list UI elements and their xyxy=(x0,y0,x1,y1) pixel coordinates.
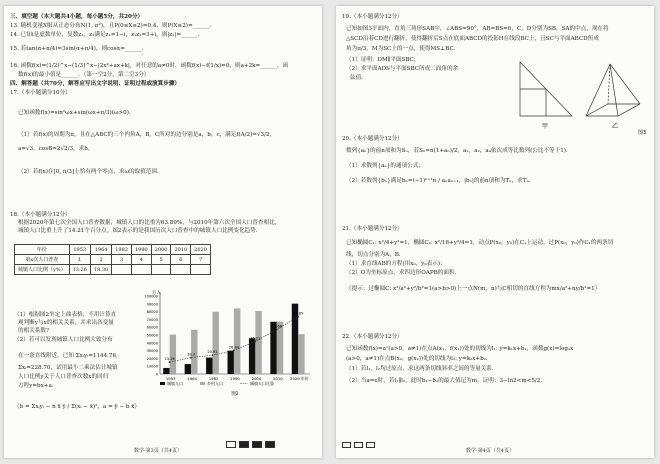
table-cell: 1964 xyxy=(90,245,111,255)
table-cell: 城镇人口比例（y%） xyxy=(15,265,70,275)
text-line: (a>0，a≠1)在点B(x₂，g(x₂))处的切线为l₂: y=k₂x+b₂. xyxy=(346,356,488,362)
text-line: 已知如图3平面内，直角三角形SAB中，∠ABS=90°，AB=BS=6，C，D分别为SB，SA的中点，现在将 xyxy=(346,26,609,32)
bar-urban xyxy=(163,368,169,374)
text-line: 数f(x)的最小值是______．（第一空2分，第二空3分） xyxy=(18,72,150,78)
x-tick-label: 1964 xyxy=(187,376,197,381)
text-line: △SCD沿着CD进行翻折，使得翻折后S点在底面ABCD的投影H在线段BC上，且SC与平面ABCD所成 xyxy=(346,36,599,42)
y-tick-label: 60000 xyxy=(146,325,158,330)
text-line: 13. 随机变量X服从正态分布N(1, σ²)，且P(0≤X≤2)=0.4，则P(X≤2)=______. xyxy=(10,23,212,29)
text-line: 15. 若tan(α+π/4)=3sin(α+π/4)，则cosα=______. xyxy=(10,46,144,52)
text-line: （1）若f(x)的周期为π，且在△ABC的三个内角A，B，C所对的边分别是a，b，c，满足f(A/2)=√3/2， xyxy=(18,132,276,138)
table-row xyxy=(15,245,211,255)
text-line: 方程y=bx+a. xyxy=(18,383,54,389)
legend-swatch-rural xyxy=(200,382,205,385)
fig-caption: 图3 xyxy=(638,130,647,136)
corner-marks-right xyxy=(342,433,378,452)
bar-rural xyxy=(170,335,176,374)
bar-urban xyxy=(228,351,234,374)
text-line: 三、填空题（本大题共4小题，每小题5分，共20分） xyxy=(10,14,144,20)
table-cell: 1 xyxy=(69,255,90,265)
legend-rural: 乡村人口 xyxy=(207,381,223,386)
text-line: 16. 函数f(x)=(1/2)^x−(1/3)^x−|2x²+ax+k|，对任意的a≠0时，函数f(x)−f(1/x)=0，则a+2k=______，函 xyxy=(10,63,289,69)
y-tick-label: 100000 xyxy=(144,294,158,299)
text-line: 在一条直线附近，已知 Σxᵢyᵢ=1144.76, xyxy=(18,353,118,359)
bar-urban xyxy=(270,322,276,374)
text-line: （2）当a=e时，若l₁∥l₂，此时b₁−b₂的最大值记为m，证明：3−ln2<m<5/2. xyxy=(346,378,543,384)
ratio-data-label: 18.3 xyxy=(187,352,196,357)
x-tick-label: 2000 xyxy=(251,376,262,381)
table-cell xyxy=(112,265,132,275)
table-cell: 7 xyxy=(191,255,211,265)
table-cell: 4 xyxy=(131,255,151,265)
ratio-data-label: 63.89 xyxy=(293,311,304,316)
table-cell: 3 xyxy=(112,255,132,265)
text-line: （1）求数列{aₙ}的通项公式； xyxy=(346,163,424,169)
legend-ratio: 城镇人口比重 xyxy=(250,381,274,386)
table-row xyxy=(15,255,211,265)
ratio-data-label: 49.68 xyxy=(271,324,282,329)
text-line: 弦值. xyxy=(350,75,363,81)
x-tick-label: 1953 xyxy=(165,376,176,381)
table-row xyxy=(15,265,211,275)
population-chart xyxy=(132,288,318,398)
table-cell: 2010 xyxy=(171,245,191,255)
table-cell xyxy=(191,265,211,275)
ratio-point xyxy=(254,341,256,343)
table-cell: 第x次人口普查 xyxy=(15,255,70,265)
ratio-data-label: 36.22 xyxy=(250,336,261,341)
chart-caption: 图2 xyxy=(231,392,239,397)
table-cell: 13.26 xyxy=(69,265,90,275)
table-cell: 5 xyxy=(151,255,171,265)
table-cell: 2 xyxy=(90,255,111,265)
text-line: 22.（本小题满分12分） xyxy=(342,334,403,340)
bar-urban xyxy=(206,358,212,374)
table-cell: 1953 xyxy=(69,245,90,255)
table-cell: 6 xyxy=(171,255,191,265)
text-line: 城镇人口比重上升了14.21个百分点。图2表示的是我国历次人口普查中的城镇人口比例变化趋势. xyxy=(18,228,258,234)
legend-swatch-urban xyxy=(160,382,165,385)
text-line: 21.（本小题满分12分） xyxy=(342,226,403,232)
population-table xyxy=(14,244,211,275)
text-line: 数列{aₙ}的前n项和为Sₙ，若Sₙ=n(1+aₙ)/2，a₁，a₂，a₄依次成等比数列(公比不等于1). xyxy=(346,148,568,154)
y-tick-label: 10000 xyxy=(146,364,158,369)
ratio-point xyxy=(190,357,192,359)
bar-rural xyxy=(234,308,240,374)
figure-3 xyxy=(514,54,650,136)
text-line: （2）O为坐标原点，求四边形OAPB的面积. xyxy=(346,270,457,276)
exam-page-4 xyxy=(336,6,654,458)
table-cell: 18.30 xyxy=(90,265,111,275)
table-cell: 年份 xyxy=(15,245,70,255)
bar-urban xyxy=(185,364,191,374)
text-line: 人口比例y关于人口普查次数x的回归 xyxy=(18,374,109,380)
text-line: 角为π/3，M为SC上的一点，使得MS⊥BC. xyxy=(346,46,456,52)
ratio-point xyxy=(212,354,214,356)
fig-label-yi: 乙 xyxy=(612,123,619,130)
text-line: 的相关系数? xyxy=(18,328,49,334)
text-line: （1）求直线AB的方程(用x₀，y₀表示)； xyxy=(346,261,446,267)
exam-page-3 xyxy=(4,6,322,458)
bar-rural xyxy=(298,334,304,374)
y-tick-label: 30000 xyxy=(146,349,158,354)
y-tick-label: 90000 xyxy=(146,302,158,307)
ratio-data-label: 26.44 xyxy=(228,345,240,350)
text-line: （2）若f(x)在[0, π/3]上恰有两个零点，求ω的取值范围. xyxy=(18,169,159,175)
legend-urban: 城镇人口 xyxy=(167,381,183,386)
table-cell: 1982 xyxy=(112,245,132,255)
bar-rural xyxy=(277,322,283,374)
table-cell xyxy=(151,265,171,275)
x-tick-label: 1990 xyxy=(230,376,240,381)
y-tick-label: 20000 xyxy=(146,356,158,361)
text-line: Σxᵢ=228.70，试用最小二乘法估计城镇 xyxy=(18,365,118,371)
text-line: 线，切点分别为A，B. xyxy=(346,252,401,258)
y-tick-label: 70000 xyxy=(146,317,158,322)
text-line: 14. 已知i是虚数单位，复数z₁，z₂满足z₁=1−i，z₁z₂=3+i，则|z₂|=______. xyxy=(10,32,200,38)
table-cell xyxy=(131,265,151,275)
text-line: （1）证明：DM∥平面SBC; xyxy=(346,57,416,63)
table-cell: 2000 xyxy=(151,245,171,255)
ratio-data-label: 13.26 xyxy=(164,357,175,362)
text-line: 根据2020年第七次全国人口普查数据，城镇人口的比重为63.89%，与2010年第六次全国人口普查相比， xyxy=(18,220,281,226)
y-tick-label: 0 xyxy=(155,372,158,377)
y-tick-label: 80000 xyxy=(146,310,158,315)
ratio-data-label: 20.91 xyxy=(207,350,218,355)
ratio-point xyxy=(276,329,278,331)
ratio-point xyxy=(233,349,235,351)
text-line: （1）根据图2坐定上曲表格，不用计算直 xyxy=(14,312,117,318)
table-cell: 1990 xyxy=(131,245,151,255)
text-line: 17.（本小题满分10分） xyxy=(10,90,71,96)
text-line: （b = Σxᵢyᵢ − n x̄ ȳ / Σ(xᵢ − x̄)²，a = ȳ − b x̄） xyxy=(14,404,141,410)
y-tick-label: 50000 xyxy=(146,333,158,338)
table-cell xyxy=(171,265,191,275)
x-tick-label: 1982 xyxy=(208,376,219,381)
text-line: （2）若可以发现城镇人口比例大致分布 xyxy=(14,337,113,343)
y-unit-label: 万人 xyxy=(152,291,161,296)
bar-rural xyxy=(213,312,219,374)
text-line: （2）若数列{bₙ}满足bₙ=(−1)ⁿ⁺¹n / aₙaₙ₊₁，|bₙ|的前n项和为Tₙ，求Tₙ. xyxy=(346,178,531,184)
text-line: 四、解答题（共70分，解答应写出文字说明、证明过程或演算步骤） xyxy=(10,81,181,87)
ratio-point xyxy=(169,361,171,363)
x-tick-label: 2010 xyxy=(273,376,283,381)
text-line: （2）求平面ADS与平面SBC所成二面角的余 xyxy=(346,66,459,72)
text-line: 已知函数f(x)=sin²ωx+sin(ωx+π/3)(ω>0). xyxy=(18,110,131,116)
text-line: 已知椭圆C₁: x²/4+y²=1，椭圆C₂: x²/16+y²/4=1，动点P(x₀，y₀)在C₁上运动，过P(x₀，y₀)作C₁的两条切 xyxy=(346,240,614,246)
text-line: 20.（本小题满分12分） xyxy=(342,136,403,142)
bar-rural xyxy=(255,311,261,374)
x-tick-label: 2020 年份 xyxy=(290,376,309,381)
text-line: 19.（本小题满分12分） xyxy=(342,14,403,20)
text-line: 观判断y与x的相关关系，并求出各变量 xyxy=(18,320,114,326)
y-tick-label: 40000 xyxy=(146,341,158,346)
text-line: a=√3，cosB=2√2/3，求b。 xyxy=(18,146,94,152)
text-line: （提示：过椭圆C: x²/a²+y²/b²=1(a>b>0)上一点N(m，n)与C相切的直线方程为mx/a²+ny/b²=1） xyxy=(346,286,601,292)
text-line: 已知函数f(x)=aˣ(a>0，a≠1)在点A(x₁，f(x₁))处的切线为l₁: y=k₁x+b₁，函数g(x)=logₐx xyxy=(346,346,574,352)
page-footer-left: 数学·第3页（共4页） xyxy=(134,448,182,454)
text-line: 18.（本小题满分12分） xyxy=(10,212,71,218)
page-footer-right: 数学·第4页（共4页） xyxy=(466,448,514,454)
ratio-point xyxy=(297,316,299,318)
fig-label-jia: 甲 xyxy=(542,123,549,130)
text-line: （1）若l₁，l₂均过原点，求这两条切线斜率之间的等量关系. xyxy=(346,366,494,372)
table-cell: 2020 xyxy=(191,245,211,255)
corner-marks xyxy=(226,433,278,452)
